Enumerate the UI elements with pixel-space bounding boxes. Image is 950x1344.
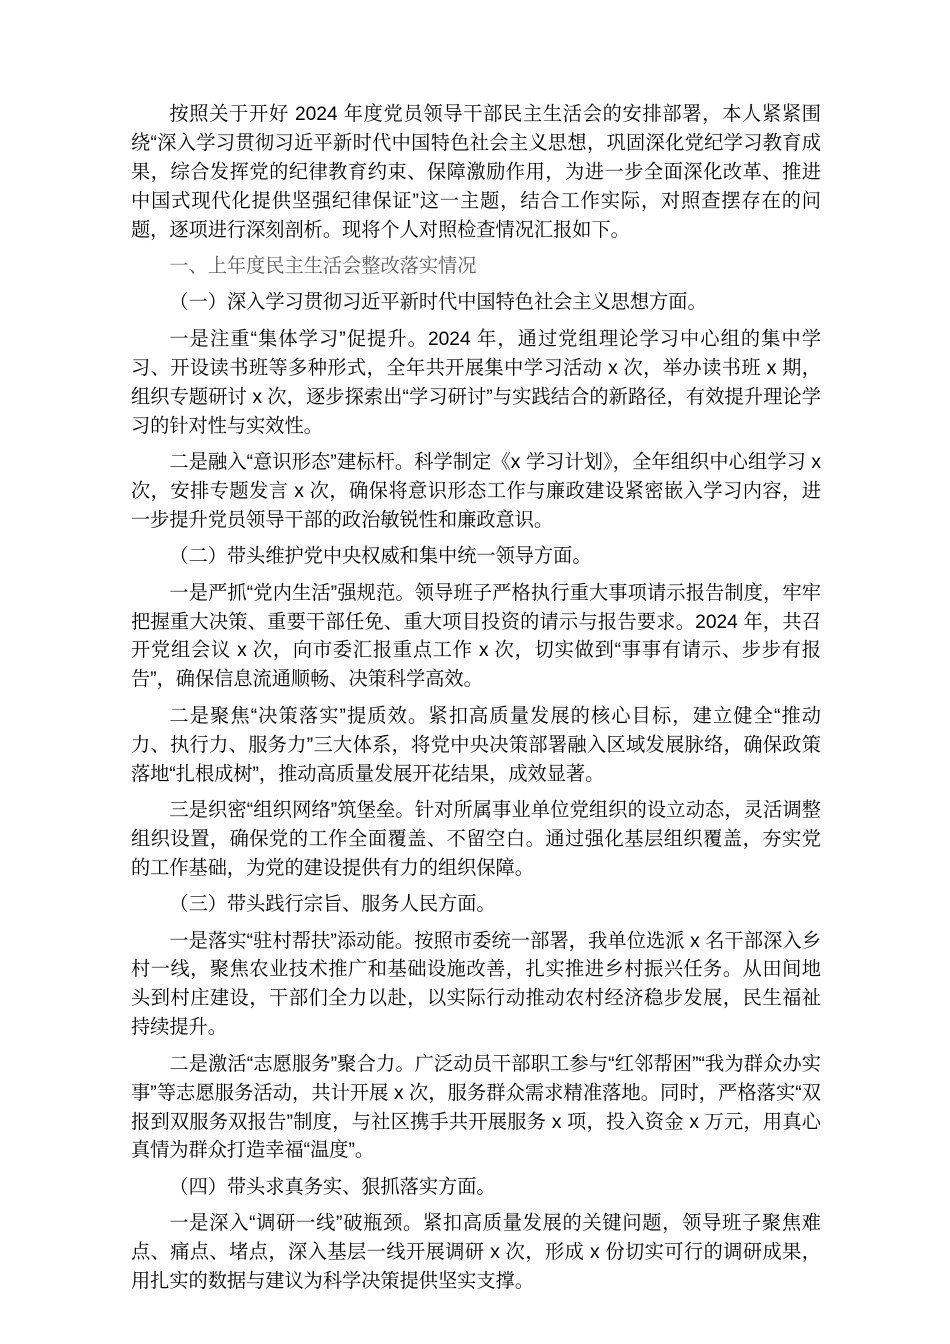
paragraph-1-4-a: 一是深入“调研一线”破瓶颈。紧扣高质量发展的关键问题，领导班子聚焦难点、痛点、堵点，深入基层一线开展调研 x 次，形成 x 份切实可行的调研成果，用扎实的数据与建议为科学决策提供坚实支撑。 [131, 1213, 821, 1293]
section-heading-1: 一、上年度民主生活会整改落实情况 [169, 256, 477, 278]
paragraph-1-3-b: 二是激活“志愿服务”聚合力。广泛动员干部职工参与“红邻帮困”“我为群众办实事”等志愿服务活动，共计开展 x 次，服务群众需求精准落地。同时，严格落实“双报到双服务双报告”制度，与社区携手共开展服务 x 项，投入资金 x 万元，用真心真情为群众打造幸福“温度”。 [131, 1053, 821, 1162]
subsection-heading-1-4: （四）带头求真务实、狠抓落实方面。 [169, 1176, 496, 1198]
document-text-body [131, 101, 821, 1297]
paragraph-1-2-c: 三是织密“组织网络”筑堡垒。针对所属事业单位党组织的设立动态，灵活调整组织设置，确保党的工作全面覆盖、不留空白。通过强化基层组织覆盖，夯实党的工作基础，为党的建设提供有力的组织保障。 [131, 799, 821, 879]
subsection-heading-1-2: （二）带头维护党中央权威和集中统一领导方面。 [169, 546, 592, 568]
paragraph-1-2-b: 二是聚焦“决策落实”提质效。紧扣高质量发展的核心目标，建立健全“推动力、执行力、服务力”三大体系，将党中央决策部署融入区域发展脉络，确保政策落地“扎根成树”，推动高质量发展开花结果，成效显著。 [131, 705, 821, 785]
paragraph-1-1-a: 一是注重“集体学习”促提升。2024 年，通过党组理论学习中心组的集中学习、开设读书班等多种形式，全年共开展集中学习活动 x 次，举办读书班 x 期，组织专题研讨 x 次，逐步探索出“学习研讨”与实践结合的新路径，有效提升理论学习的针对性与实效性。 [131, 328, 821, 437]
paragraph-1-3-a: 一是落实“驻村帮扶”添动能。按照市委统一部署，我单位选派 x 名干部深入乡村一线，聚焦农业技术推广和基础设施改善，扎实推进乡村振兴任务。从田间地头到村庄建设，干部们全力以赴，以实际行动推动农村经济稳步发展，民生福祉持续提升。 [131, 930, 821, 1039]
subsection-heading-1-1: （一）深入学习贯彻习近平新时代中国特色社会主义思想方面。 [169, 292, 707, 314]
paragraph-1-1-b: 二是融入“意识形态”建标杆。科学制定《x 学习计划》，全年组织中心组学习 x 次，安排专题发言 x 次，确保将意识形态工作与廉政建设紧密嵌入学习内容，进一步提升党员领导干部的政治敏锐性和廉政意识。 [131, 451, 821, 531]
paragraph-intro: 按照关于开好 2024 年度党员领导干部民主生活会的安排部署，本人紧紧围绕“深入学习贯彻习近平新时代中国特色社会主义思想，巩固深化党纪学习教育成果，综合发挥党的纪律教育约束、保障激励作用，为进一步全面深化改革、推进中国式现代化提供坚强纪律保证”这一主题，结合工作实际，对照查摆存在的问题，逐项进行深刻剖析。现将个人对照检查情况汇报如下。 [131, 104, 821, 241]
subsection-heading-1-3: （三）带头践行宗旨、服务人民方面。 [169, 894, 496, 916]
paragraph-1-2-a: 一是严抓“党内生活”强规范。领导班子严格执行重大事项请示报告制度，牢牢把握重大决策、重要干部任免、重大项目投资的请示与报告要求。2024 年，共召开党组会议 x 次，向市委汇报重点工作 x 次，切实做到“事事有请示、步步有报告”，确保信息流通顺畅、决策科学高效。 [131, 582, 821, 691]
